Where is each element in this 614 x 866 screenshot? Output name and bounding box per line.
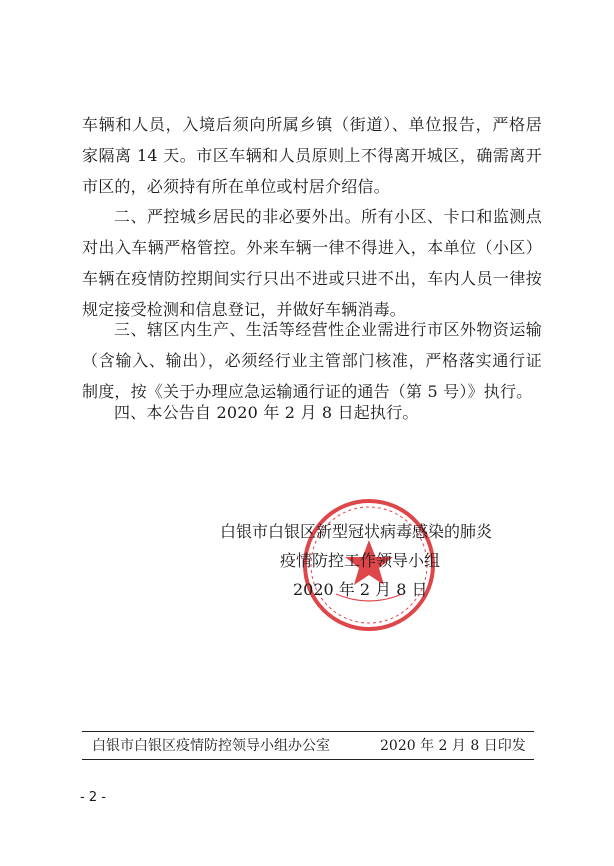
paragraph-item-3: 三、辖区内生产、生活等经营性企业需进行市区外物资运输（含输入、输出），必须经行业主管部门核准，严格落实通行证制度，按《关于办理应急运输通行证的通告（第 5 号）》执行。 [82, 320, 542, 401]
footer-print-date: 2020 年 2 月 8 日印发 [380, 738, 526, 754]
paragraph-item-2: 二、严控城乡居民的非必要外出。所有小区、卡口和监测点对出入车辆严格管控。外来车辆一律不得进入，本单位（小区）车辆在疫情防控期间实行只出不进或只进不出，车内人员一律按规定接受检测和信息登记，并做好车辆消毒。 [82, 207, 542, 319]
footer-issuer: 白银市白银区疫情防控领导小组办公室 [92, 738, 330, 754]
signature-date: 2020 年 2 月 8 日 [293, 580, 428, 599]
footer-divider-top [82, 731, 534, 732]
signature-org-line1: 白银市白银区新型冠状病毒感染的肺炎 [220, 522, 493, 541]
footer-divider-bottom [82, 759, 534, 760]
paragraph-continuation: 车辆和人员，入境后须向所属乡镇（街道）、单位报告，严格居家隔离 14 天。市区车辆和人员原则上不得离开城区，确需离开市区的，必须持有所在单位或村居介绍信。 [82, 115, 542, 196]
signature-org-line2: 疫情防控工作领导小组 [280, 551, 441, 570]
page-number: - 2 - [80, 790, 106, 805]
paragraph-item-4: 四、本公告自 2020 年 2 月 8 日起执行。 [114, 403, 419, 422]
